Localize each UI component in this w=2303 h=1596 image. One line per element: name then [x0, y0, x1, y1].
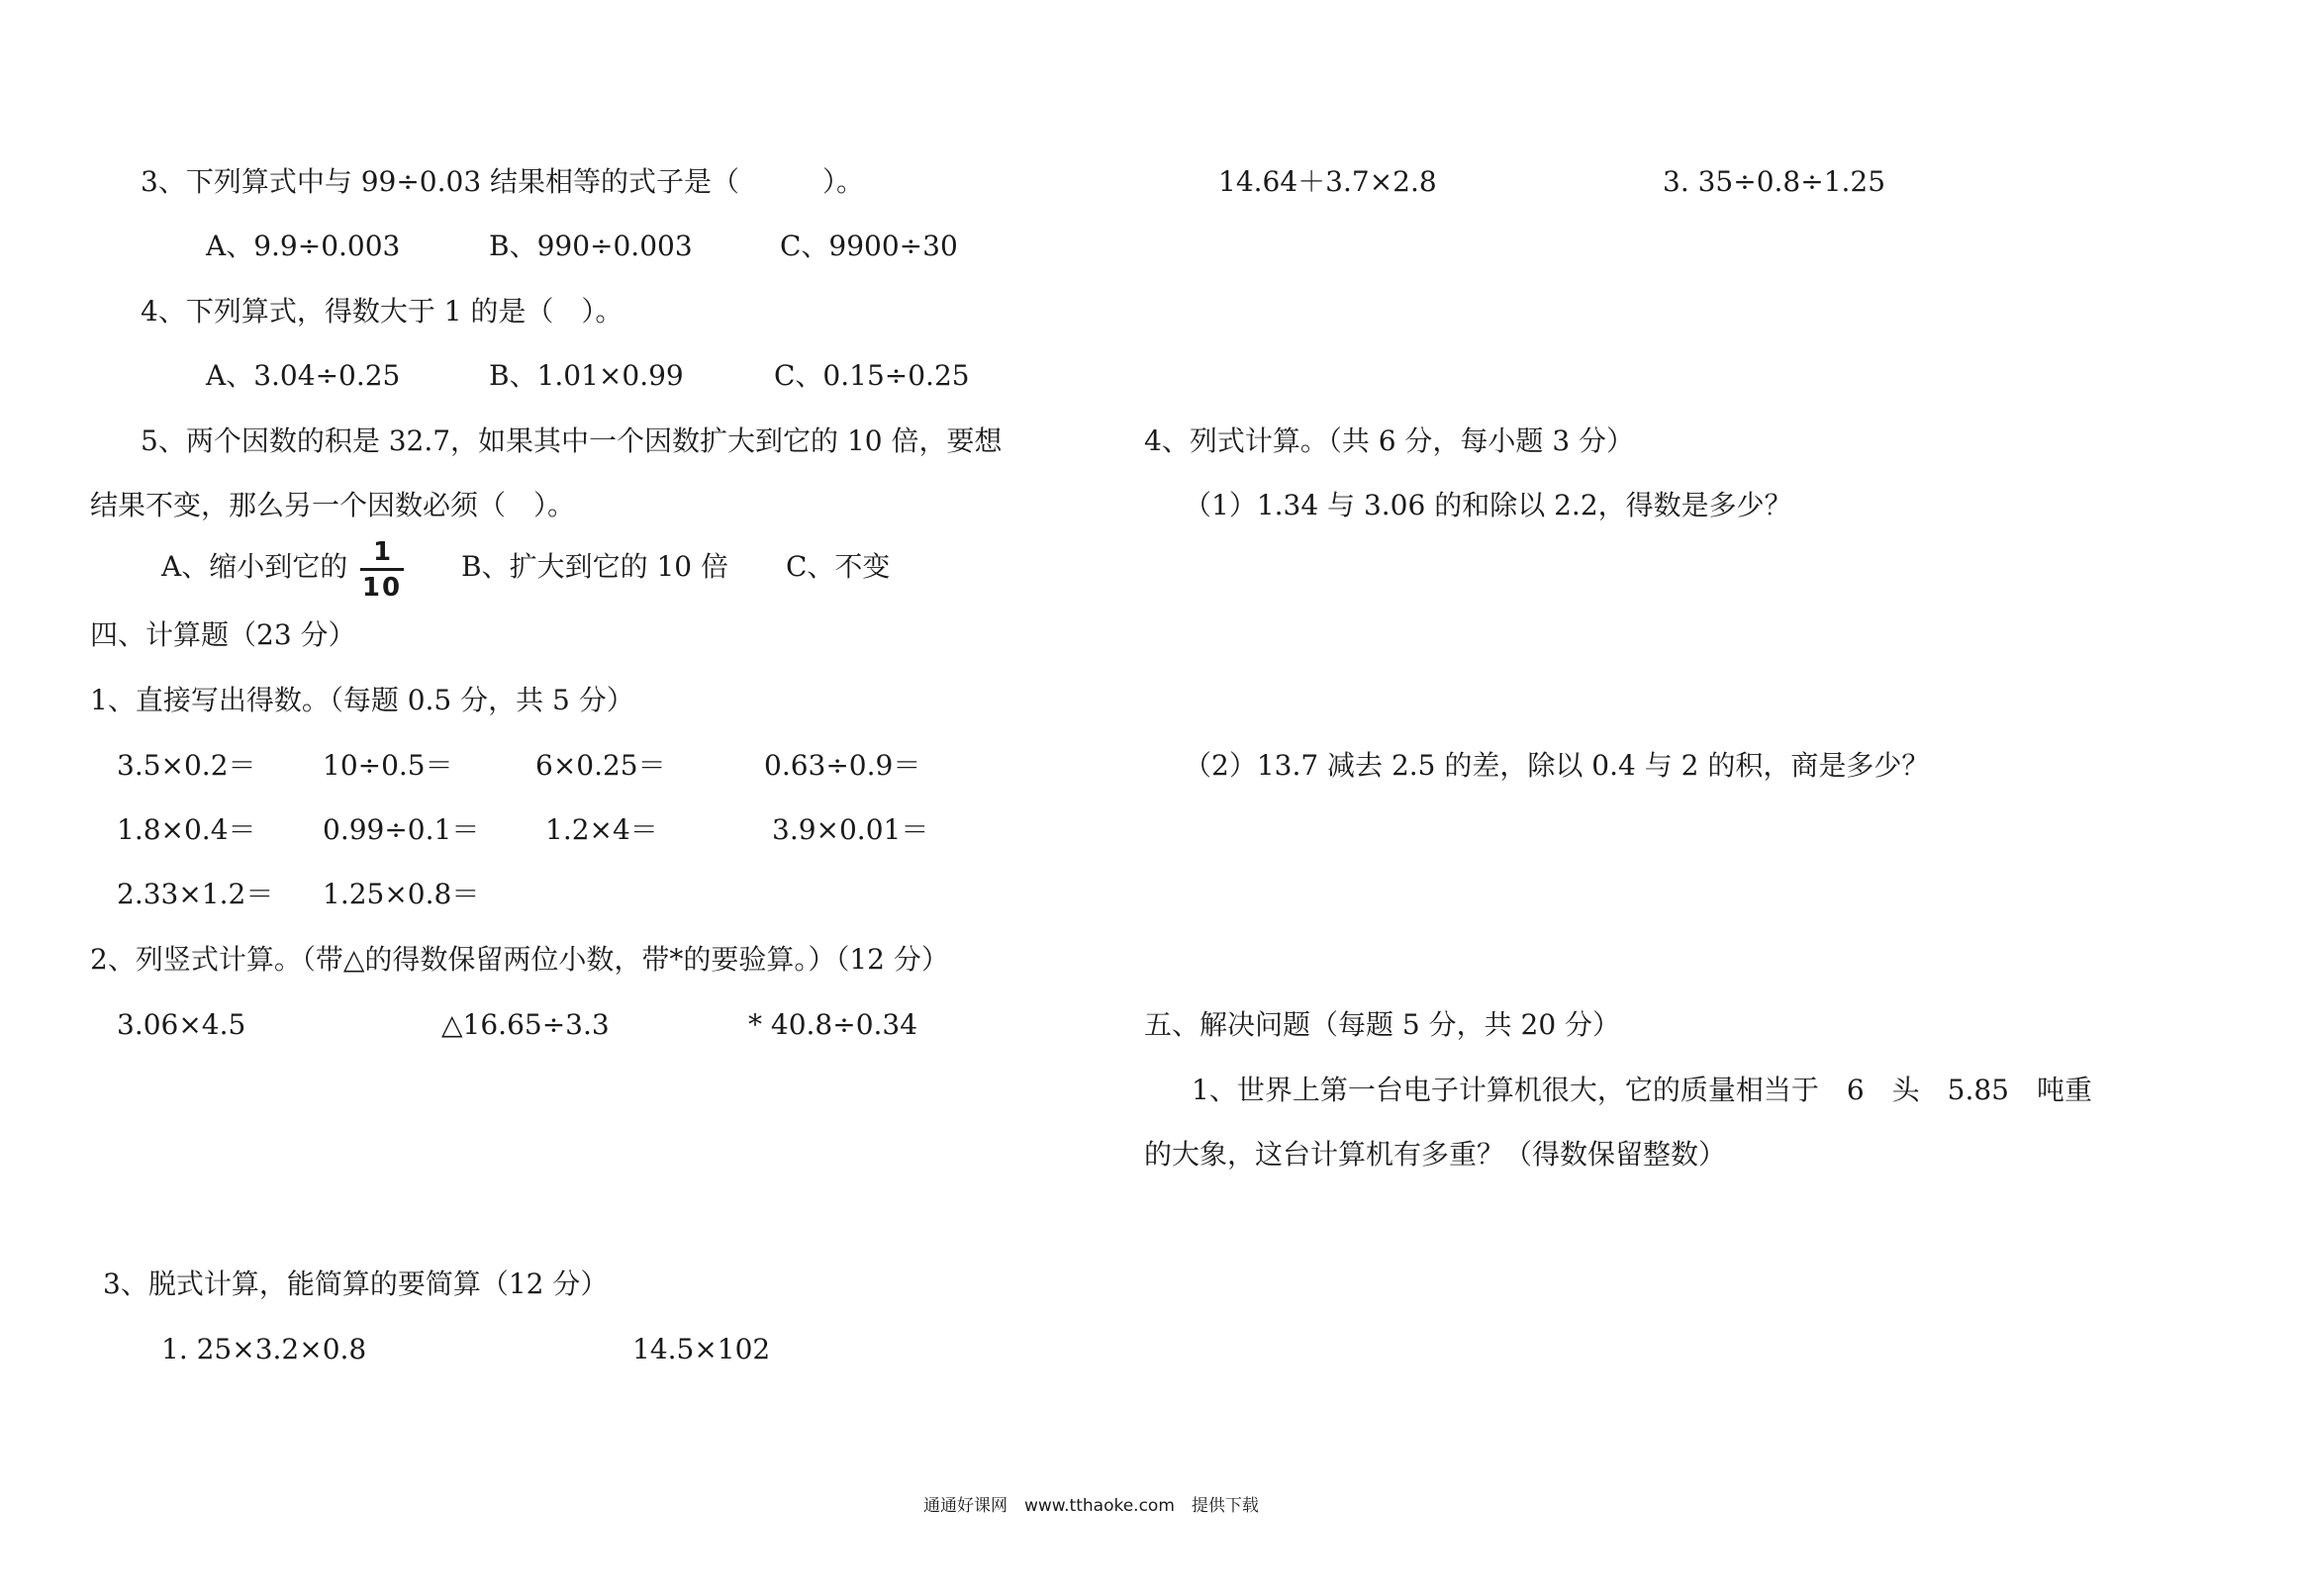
question-3-option-c: C、9900÷30	[780, 230, 958, 262]
mental-calc-item: 0.99÷0.1＝	[323, 813, 480, 846]
mental-calc-item: 2.33×1.2＝	[117, 878, 274, 910]
question-5-option-c: C、不变	[786, 550, 891, 583]
step-calc-item: 1. 25×3.2×0.8	[161, 1333, 367, 1365]
question-3-option-a: A、9.9÷0.003	[206, 230, 401, 262]
step-calc-item: 14.64＋3.7×2.8	[1218, 165, 1437, 198]
part-1-title: 1、直接写出得数。（每题 0.5 分，共 5 分）	[90, 684, 634, 716]
fraction-denominator: 10	[361, 573, 403, 603]
question-4-stem: 4、下列算式，得数大于 1 的是（ ）。	[141, 295, 624, 328]
word-problem-1: （1）1.34 与 3.06 的和除以 2.2，得数是多少？	[1184, 489, 1792, 521]
vertical-calc-item: △16.65÷3.3	[441, 1008, 610, 1041]
step-calc-item: 14.5×102	[632, 1333, 771, 1365]
mental-calc-item: 3.5×0.2＝	[117, 749, 256, 782]
fraction-numerator: 1	[372, 537, 392, 567]
page-footer: 通通好课网 www.tthaoke.com 提供下载	[923, 1496, 1259, 1516]
problem-1-line-1: 1、世界上第一台电子计算机很大，它的质量相当于 6 头 5.85 吨重	[1192, 1074, 2092, 1106]
question-3-stem: 3、下列算式中与 99÷0.03 结果相等的式子是（ ）。	[141, 165, 865, 198]
question-3-option-b: B、990÷0.003	[489, 230, 693, 262]
part-3-title: 3、脱式计算，能简算的要简算（12 分）	[103, 1267, 609, 1300]
vertical-calc-item: * 40.8÷0.34	[748, 1008, 918, 1041]
mental-calc-item: 6×0.25＝	[535, 749, 666, 782]
fraction-bar	[360, 568, 404, 571]
question-4-option-a: A、3.04÷0.25	[206, 359, 401, 392]
problem-1-line-2: 的大象，这台计算机有多重？（得数保留整数）	[1144, 1138, 1727, 1171]
part-2-title: 2、列竖式计算。（带△的得数保留两位小数，带*的要验算。）（12 分）	[90, 943, 949, 976]
question-5-option-a: A、缩小到它的	[161, 550, 348, 583]
mental-calc-item: 1.8×0.4＝	[117, 813, 256, 846]
section-5-title: 五、解决问题（每题 5 分，共 20 分）	[1144, 1008, 1621, 1041]
question-5-line-1: 5、两个因数的积是 32.7，如果其中一个因数扩大到它的 10 倍，要想	[141, 424, 1003, 457]
word-problem-2: （2）13.7 减去 2.5 的差，除以 0.4 与 2 的积，商是多少？	[1184, 749, 1930, 782]
fraction-one-tenth	[360, 539, 404, 601]
part-4-title: 4、列式计算。（共 6 分，每小题 3 分）	[1144, 424, 1635, 457]
question-4-option-b: B、1.01×0.99	[489, 359, 684, 392]
question-4-option-c: C、0.15÷0.25	[774, 359, 970, 392]
mental-calc-item: 0.63÷0.9＝	[764, 749, 921, 782]
mental-calc-item: 1.25×0.8＝	[323, 878, 480, 910]
mental-calc-item: 10÷0.5＝	[323, 749, 453, 782]
question-5-line-2: 结果不变，那么另一个因数必须（ ）。	[90, 489, 576, 521]
vertical-calc-item: 3.06×4.5	[117, 1008, 246, 1041]
mental-calc-item: 3.9×0.01＝	[772, 813, 929, 846]
mental-calc-item: 1.2×4＝	[545, 813, 658, 846]
section-4-title: 四、计算题（23 分）	[90, 618, 356, 651]
question-5-option-b: B、扩大到它的 10 倍	[461, 550, 729, 583]
step-calc-item: 3. 35÷0.8÷1.25	[1663, 165, 1886, 198]
